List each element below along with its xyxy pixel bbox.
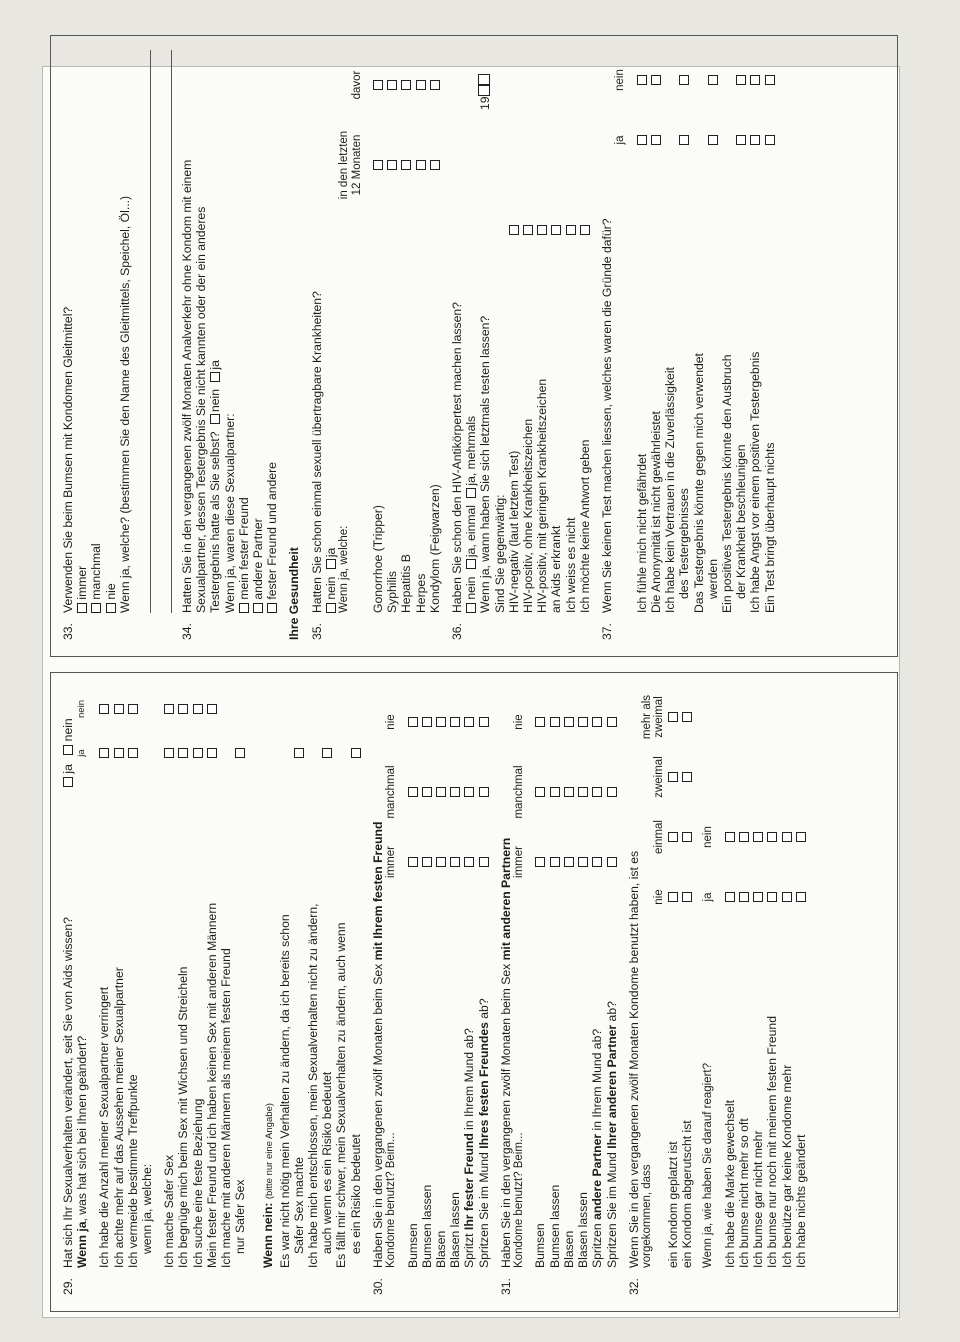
- question-number: 36.: [450, 623, 465, 640]
- col-ja: ja: [76, 749, 88, 757]
- checkbox[interactable]: [164, 704, 174, 714]
- question-36: 36. Haben Sie schon den HIV-Antikörpertest machen lassen? nein ja, einmal ja, mehrmals Wenn ja, wann haben Sie sich letztmals testen lassen? 19 Sind Sie gegenwärtig: HIV-negativ (laut letztem Test) HIV-positiv, ohne Krankheitszeichen HIV-positiv, mit geringen Krankheitszeichen an Aids erkrankt Ich weiss es nicht Ich möchte keine Antwort geben: [450, 50, 592, 640]
- checkbox[interactable]: [416, 160, 426, 170]
- checkbox[interactable]: [114, 704, 124, 714]
- option-row: Spritzen andere Partner in Ihrem Mund ab?: [590, 687, 604, 1268]
- option-row: Blasen: [434, 687, 448, 1268]
- checkbox-nein[interactable]: [63, 745, 73, 755]
- checkbox[interactable]: [753, 892, 763, 902]
- checkbox[interactable]: [373, 160, 383, 170]
- checkbox[interactable]: [479, 717, 489, 727]
- col-nein: nein: [76, 700, 88, 718]
- checkbox[interactable]: [99, 704, 109, 714]
- checkbox[interactable]: [753, 832, 763, 842]
- checkbox[interactable]: [682, 712, 692, 722]
- option-row: Bumsen lassen: [420, 687, 434, 1268]
- option-row: Bumsen lassen: [548, 687, 562, 1268]
- checkbox[interactable]: [401, 160, 411, 170]
- question-number: 29.: [61, 1278, 75, 1295]
- checkbox[interactable]: [466, 559, 476, 569]
- checkbox[interactable]: [464, 787, 474, 797]
- option-row: auch wenn es ein Risiko bedeutet: [320, 687, 334, 1268]
- checkbox[interactable]: [193, 704, 203, 714]
- checkbox[interactable]: [267, 603, 277, 613]
- option-row: ein Kondom abgerutscht ist: [680, 687, 694, 1268]
- question-number: 34.: [180, 623, 195, 640]
- option-row: HIV-positiv, mit geringen Krankheitszeichen: [535, 50, 549, 613]
- checkbox[interactable]: [782, 832, 792, 842]
- option-row: es ein Risiko bedeutet: [349, 687, 363, 1268]
- checkbox[interactable]: [679, 135, 689, 145]
- checkbox[interactable]: [578, 717, 588, 727]
- checkbox[interactable]: [566, 225, 576, 235]
- checkbox[interactable]: [523, 225, 533, 235]
- checkbox[interactable]: [422, 857, 432, 867]
- checkbox[interactable]: [550, 717, 560, 727]
- checkbox[interactable]: [765, 75, 775, 85]
- option-row: HIV-positiv, ohne Krankheitszeichen: [521, 50, 535, 613]
- checkbox[interactable]: [679, 75, 689, 85]
- checkbox[interactable]: [739, 832, 749, 842]
- checkbox[interactable]: [535, 717, 545, 727]
- option-row: des Testergebnisses: [677, 50, 691, 613]
- checkbox[interactable]: [682, 892, 692, 902]
- question-37: 37. Wenn Sie keinen Test machen liessen, welches waren die Gründe dafür? ja nein Ich fühle mich nicht gefährdet Die Anonymität ist nicht gewährleistet Ich habe kein Vertrauen in die Zuverlässigkeit des Testergebnisses Das Testergebnis könnte gegen mich verwendet werden Ein positives Testergebnis könnte den Ausbruch der Krankheit beschleunigen Ich habe Angst vor einem positiven Testergebnis Ein Test bringt überhaupt nichts: [600, 50, 777, 640]
- checkbox[interactable]: [637, 135, 647, 145]
- checkbox[interactable]: [351, 748, 361, 758]
- checkbox[interactable]: [464, 717, 474, 727]
- option-row: Ich habe die Anzahl meiner Sexualpartner verringert: [97, 687, 111, 1268]
- checkbox[interactable]: [535, 787, 545, 797]
- checkbox[interactable]: [207, 704, 217, 714]
- checkbox[interactable]: [466, 603, 476, 613]
- checkbox[interactable]: [564, 717, 574, 727]
- question-29: 29. Hat sich Ihr Sexualverhalten verändert, seit Sie von Aids wissen? ja nein Wenn ja, was hat sich bei Ihnen geändert? ja nein Ich habe die Anzahl meiner Sexualpartner verringert Ich achte mehr auf das Aussehen meiner Sexualpartner Ich vermeide bestimmte Treffpunkte wenn ja, welche: Ich mache Safer Sex Ich begnüge mich beim Sex mit Wichsen und Streicheln Ich suche eine feste Beziehung Mein fester Freund und ich haben keinen Sex mit anderen Männern Ich mache mit anderen Männern als meinem festen Freund nur Safer Sex Wenn nein: (bitte nur eine Angabe) Es war nicht nötig mein Verhalten zu ändern, da ich bereits schon Safer Sex machte Ich habe mich entschlossen, mein Sexualverhalten nicht zu ändern, auch wenn es ein Risiko bedeutet Es fällt mir schwer, mein Sexualverhalten zu ändern, auch wenn es ein Risiko bedeutet: [61, 687, 363, 1295]
- checkbox[interactable]: [651, 75, 661, 85]
- checkbox[interactable]: [668, 712, 678, 722]
- checkbox[interactable]: [725, 892, 735, 902]
- checkbox[interactable]: [436, 857, 446, 867]
- checkbox[interactable]: [430, 160, 440, 170]
- checkbox[interactable]: [408, 717, 418, 727]
- checkbox[interactable]: [607, 787, 617, 797]
- checkbox[interactable]: [668, 832, 678, 842]
- checkbox[interactable]: [708, 135, 718, 145]
- section-heading: Ihre Gesundheit: [287, 547, 302, 640]
- option-row: Die Anonymität ist nicht gewährleistet: [649, 50, 663, 613]
- option-row: werden: [706, 50, 720, 613]
- option-row: an Aids erkrankt: [549, 50, 563, 613]
- checkbox[interactable]: [479, 857, 489, 867]
- option-row: ein Kondom geplatzt ist: [666, 687, 680, 1268]
- checkbox[interactable]: [550, 857, 560, 867]
- option-row: Blasen: [562, 687, 576, 1268]
- question-31: 31. Haben Sie in den vergangenen zwölf Monaten beim Sex mit anderen Partnern Kondome benutzt? Beim... immer manchmal nie Bumsen Bumsen lassen Blasen Blasen lassen Spritzen andere Partner in Ihrem Mund ab? Spritzen Sie im Mund Ihrer anderen Partner ab?: [499, 687, 619, 1295]
- option-row: Blasen lassen: [576, 687, 590, 1268]
- checkbox[interactable]: [164, 748, 174, 758]
- questionnaire-page-right: [50, 35, 898, 657]
- option-row: der Krankheit beschleunigen: [734, 50, 748, 613]
- question-number: 32.: [626, 1278, 641, 1295]
- checkbox[interactable]: [408, 857, 418, 867]
- option-row: Mein fester Freund und ich haben keinen Sex mit anderen Männern: [205, 687, 219, 1268]
- question-32: 32. Wenn Sie in den vergangenen zwölf Monaten Kondome benutzt haben, ist es vorgekommen, dass mehr als nie einmal zweimal zweimal ein Kondom geplatzt ist ein Kondom abgerutscht ist Wenn ja, wie haben Sie darauf reagiert? ja nein Ich habe die Marke gewechselt Ich bumse nicht mehr so oft Ich bumse gar nicht mehr Ich bumse nur noch mit meinem festen Freund Ich benütze gar keine Kondome mehr Ich habe nichts geändert: [627, 687, 808, 1295]
- checkbox[interactable]: [436, 787, 446, 797]
- checkbox[interactable]: [637, 75, 647, 85]
- checkbox[interactable]: [736, 75, 746, 85]
- checkbox[interactable]: [430, 80, 440, 90]
- option-row: nur Safer Sex: [233, 687, 247, 1268]
- question-34: 34. Hatten Sie in den vergangenen zwölf Monaten Analverkehr ohne Kondom mit einem Sexualpartner, dessen Testergebnis Sie nicht kannten oder der ein anderes Testergebnis hatte als Sie selbst? nein ja Wenn ja, waren diese Sexualpartner: mein fester Freund andere Partner fester Freund und andere: [180, 159, 280, 640]
- checkbox[interactable]: [387, 160, 397, 170]
- checkbox[interactable]: [578, 787, 588, 797]
- checkbox[interactable]: [796, 892, 806, 902]
- checkbox[interactable]: [322, 748, 332, 758]
- checkbox[interactable]: [796, 832, 806, 842]
- checkbox-nein[interactable]: [210, 414, 220, 424]
- option-row: Ich habe die Marke gewechselt: [723, 687, 737, 1268]
- checkbox[interactable]: [235, 748, 245, 758]
- option-row: Ich vermeide bestimmte Treffpunkte: [126, 687, 140, 1268]
- option-row: Syphilis: [385, 50, 399, 613]
- checkbox-ja[interactable]: [63, 777, 73, 787]
- checkbox[interactable]: [464, 857, 474, 867]
- checkbox[interactable]: [736, 135, 746, 145]
- checkbox[interactable]: [551, 225, 561, 235]
- option-row: Ich suche eine feste Beziehung: [191, 687, 205, 1268]
- checkbox[interactable]: [401, 80, 411, 90]
- checkbox[interactable]: [479, 787, 489, 797]
- option-row: Herpes: [414, 50, 428, 613]
- option-row: Ich habe nichts geändert: [794, 687, 808, 1268]
- checkbox[interactable]: [739, 892, 749, 902]
- checkbox-nein[interactable]: [326, 603, 336, 613]
- option-row: Blasen lassen: [448, 687, 462, 1268]
- checkbox[interactable]: [466, 488, 476, 498]
- question-30: 30. Haben Sie in den vergangenen zwölf Monaten beim Sex mit Ihrem festen Freund Kondome benutzt? Beim... immer manchmal nie Bumsen Bumsen lassen Blasen Blasen lassen Spritzt Ihr fester Freund in Ihrem Mund ab? Spritzen Sie im Mund Ihres festen Freundes ab?: [371, 687, 491, 1295]
- option-row: Ich begnüge mich beim Sex mit Wichsen und Streicheln: [176, 687, 190, 1268]
- checkbox[interactable]: [750, 75, 760, 85]
- checkbox[interactable]: [750, 135, 760, 145]
- checkbox-ja[interactable]: [326, 559, 336, 569]
- checkbox[interactable]: [767, 832, 777, 842]
- option-row: Kondylom (Feigwarzen): [428, 50, 442, 613]
- checkbox[interactable]: [193, 748, 203, 758]
- checkbox[interactable]: [99, 748, 109, 758]
- question-sub: Wenn ja, was hat sich bei Ihnen geändert?: [75, 1035, 90, 1268]
- checkbox[interactable]: [592, 717, 602, 727]
- checkbox[interactable]: [509, 225, 519, 235]
- option-row: Ich habe Angst vor einem positiven Testergebnis: [748, 50, 762, 613]
- option-row: Ich weiss es nicht: [564, 50, 578, 613]
- question-number: 31.: [498, 1278, 513, 1295]
- checkbox[interactable]: [128, 748, 138, 758]
- question-number: 37.: [600, 623, 615, 640]
- checkbox[interactable]: [765, 135, 775, 145]
- checkbox[interactable]: [578, 857, 588, 867]
- checkbox[interactable]: [564, 787, 574, 797]
- option-row: Ein Test bringt überhaupt nichts: [763, 50, 777, 613]
- checkbox[interactable]: [682, 832, 692, 842]
- option-row: Spritzen Sie im Mund Ihrer anderen Partner ab?: [605, 687, 619, 1268]
- checkbox[interactable]: [450, 717, 460, 727]
- checkbox[interactable]: [450, 857, 460, 867]
- checkbox[interactable]: [436, 717, 446, 727]
- option-row: Spritzt Ihr fester Freund in Ihrem Mund ab?: [462, 687, 476, 1268]
- option-row: Safer Sex machte: [292, 687, 306, 1268]
- checkbox[interactable]: [253, 603, 263, 613]
- question-33: 33. Verwenden Sie beim Bumsen mit Kondomen Gleitmittel? immer manchmal nie Wenn ja, welche? (bestimmen Sie den Name des Gleitmittels, Speichel, Öl...): [61, 50, 172, 640]
- checkbox[interactable]: [682, 772, 692, 782]
- question-35: 35. Hatten Sie schon einmal sexuell übertragbare Krankheiten? nein ja Wenn ja, welche: in den letzten 12 Monaten davor Gonorrhoe (Tripper) Syphilis Hepatitis B Herpes Kondylom (Feigwarzen): [310, 50, 442, 640]
- question-title: Hat sich Ihr Sexualverhalten verändert, seit Sie von Aids wissen?: [61, 917, 75, 1268]
- option-row: Ich möchte keine Antwort geben: [578, 50, 592, 613]
- option-row: Ich mache Safer Sex: [162, 687, 176, 1268]
- checkbox[interactable]: [106, 603, 116, 613]
- checkbox[interactable]: [550, 787, 560, 797]
- checkbox[interactable]: [537, 225, 547, 235]
- checkbox[interactable]: [128, 704, 138, 714]
- checkbox[interactable]: [767, 892, 777, 902]
- checkbox[interactable]: [91, 603, 101, 613]
- checkbox[interactable]: [535, 857, 545, 867]
- option-row: Bumsen: [533, 687, 547, 1268]
- checkbox[interactable]: [294, 748, 304, 758]
- checkbox[interactable]: [564, 857, 574, 867]
- checkbox[interactable]: [668, 772, 678, 782]
- option-row: Ich benütze gar keine Kondome mehr: [780, 687, 794, 1268]
- option-row: Spritzen Sie im Mund Ihres festen Freundes ab?: [477, 687, 491, 1268]
- checkbox[interactable]: [416, 80, 426, 90]
- option-row: HIV-negativ (laut letztem Test): [507, 50, 521, 613]
- checkbox[interactable]: [239, 603, 249, 613]
- checkbox[interactable]: [708, 75, 718, 85]
- checkbox[interactable]: [580, 225, 590, 235]
- wenn-nein-label: Wenn nein:: [261, 1202, 276, 1268]
- checkbox[interactable]: [607, 717, 617, 727]
- checkbox[interactable]: [592, 787, 602, 797]
- option-row: Ich bumse gar nicht mehr: [751, 687, 765, 1268]
- question-number: 35.: [309, 623, 324, 640]
- checkbox-ja[interactable]: [210, 372, 220, 382]
- option-row: Ich bumse nicht mehr so oft: [737, 687, 751, 1268]
- answer-line[interactable]: [136, 50, 151, 613]
- checkbox[interactable]: [450, 787, 460, 797]
- year-digit-box[interactable]: [478, 74, 490, 85]
- checkbox[interactable]: [607, 857, 617, 867]
- option-row: Ich achte mehr auf das Aussehen meiner Sexualpartner: [112, 687, 126, 1268]
- checkbox[interactable]: [387, 80, 397, 90]
- checkbox[interactable]: [178, 748, 188, 758]
- checkbox[interactable]: [422, 787, 432, 797]
- checkbox[interactable]: [178, 704, 188, 714]
- option-row: Hepatitis B: [399, 50, 413, 613]
- checkbox[interactable]: [725, 832, 735, 842]
- checkbox[interactable]: [77, 603, 87, 613]
- option-row: Ich fühle mich nicht gefährdet: [635, 50, 649, 613]
- question-number: 30.: [370, 1278, 385, 1295]
- checkbox[interactable]: [422, 717, 432, 727]
- year-digit-box[interactable]: [478, 85, 490, 96]
- checkbox[interactable]: [668, 892, 678, 902]
- checkbox[interactable]: [373, 80, 383, 90]
- option-row: Bumsen: [406, 687, 420, 1268]
- answer-line[interactable]: [157, 50, 172, 613]
- checkbox[interactable]: [408, 787, 418, 797]
- checkbox[interactable]: [592, 857, 602, 867]
- checkbox[interactable]: [207, 748, 217, 758]
- option-row: Ich bumse nur noch mit meinem festen Freund: [765, 687, 779, 1268]
- question-number: 33.: [61, 623, 75, 640]
- option-row: Gonorrhoe (Tripper): [371, 50, 385, 613]
- checkbox[interactable]: [651, 135, 661, 145]
- checkbox[interactable]: [782, 892, 792, 902]
- checkbox[interactable]: [114, 748, 124, 758]
- questionnaire-page-left: [50, 672, 898, 1312]
